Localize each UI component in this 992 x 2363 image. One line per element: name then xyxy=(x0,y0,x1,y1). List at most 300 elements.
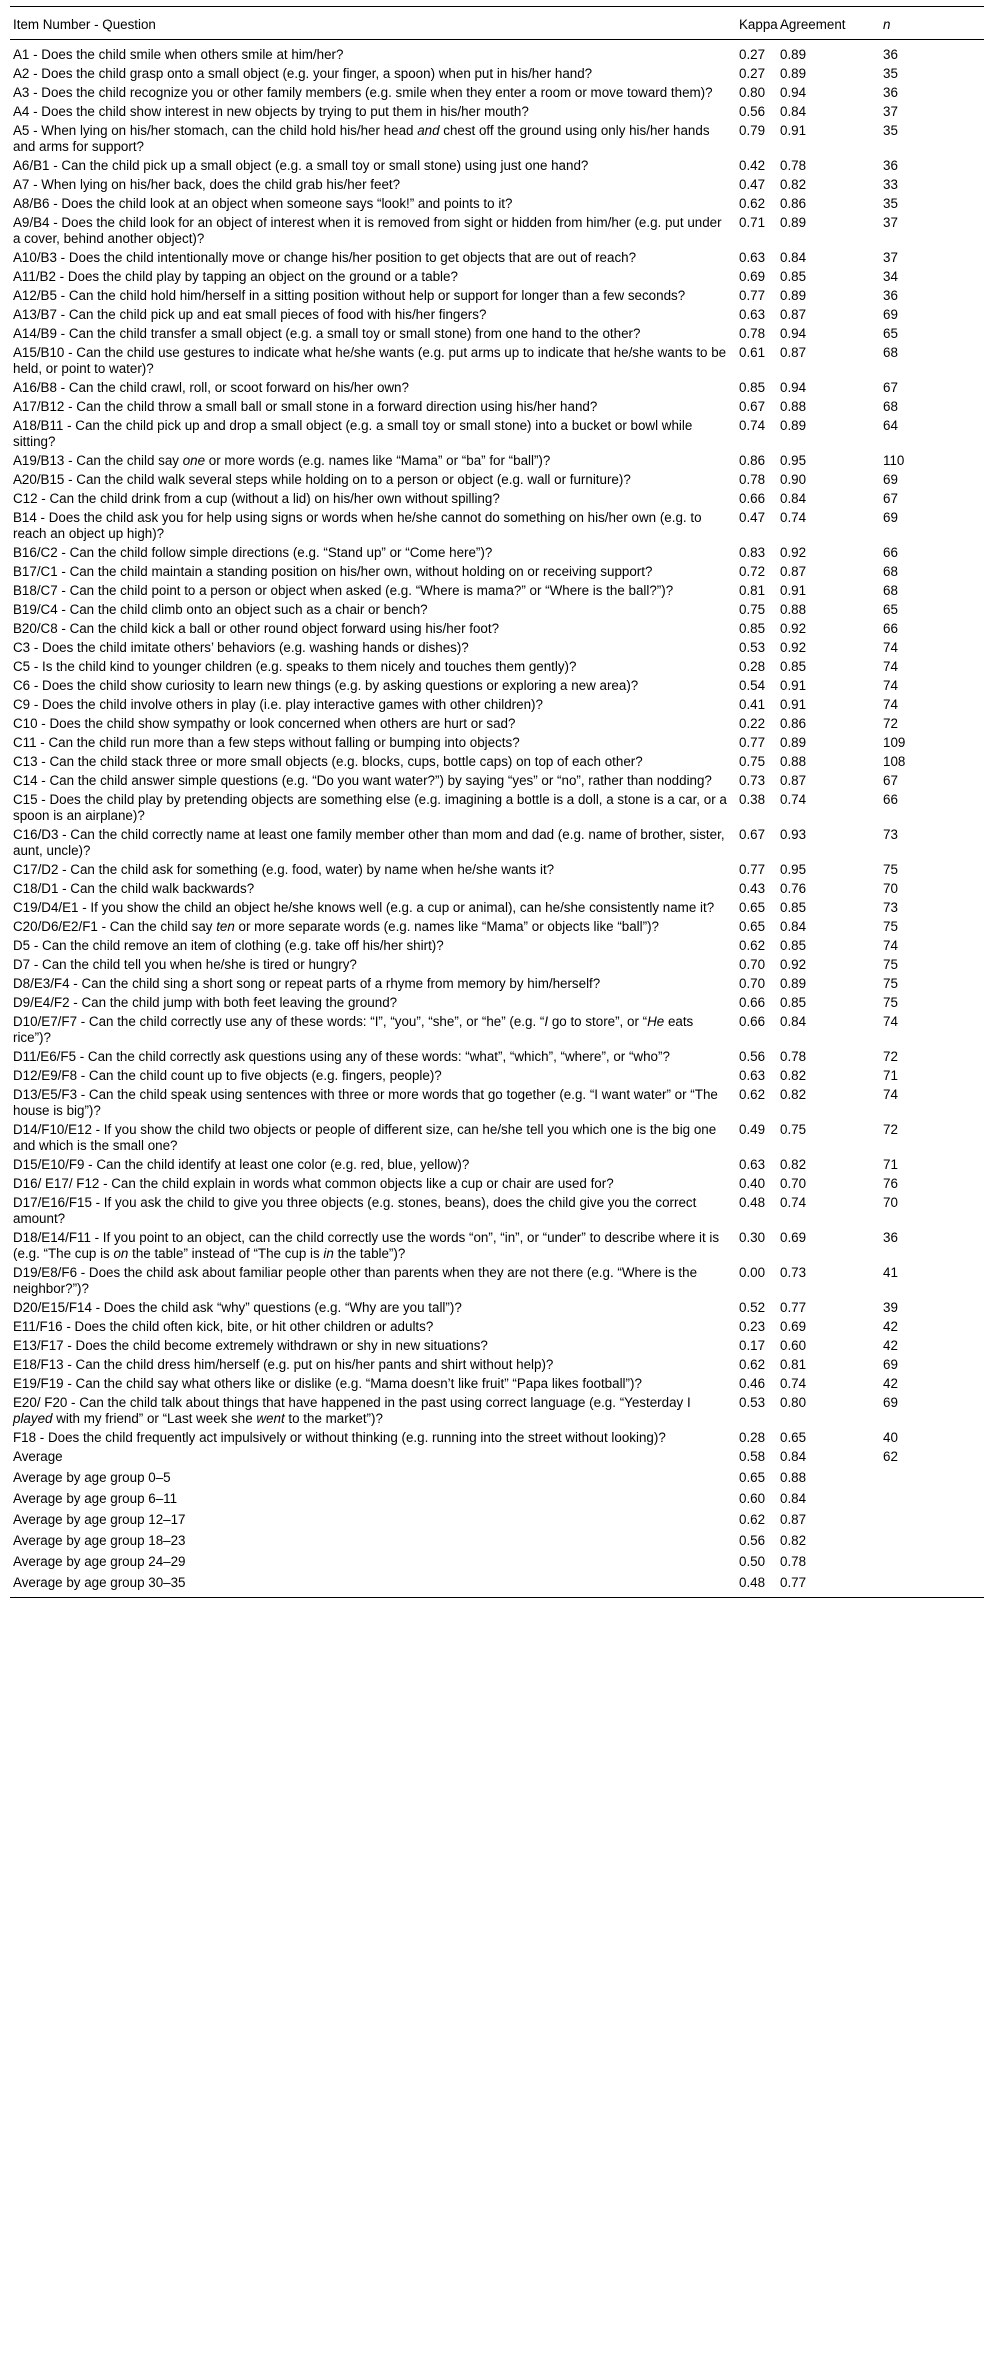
n-cell: 67 xyxy=(883,491,898,506)
kappa-cell: 0.56 xyxy=(739,1049,766,1064)
table-row xyxy=(10,158,984,177)
n-cell: 74 xyxy=(883,1087,898,1102)
kappa-cell: 0.63 xyxy=(739,307,766,322)
question-cell: D5 - Can the child remove an item of clothing (e.g. take off his/her shirt)? xyxy=(13,938,444,953)
n-cell: 42 xyxy=(883,1319,898,1334)
header-n: n xyxy=(880,7,984,40)
agreement-cell: 0.89 xyxy=(780,735,807,750)
n-cell: 67 xyxy=(883,773,898,788)
question-cell: B16/C2 - Can the child follow simple directions (e.g. “Stand up” or “Come here”)? xyxy=(13,545,493,560)
n-cell: 70 xyxy=(883,881,898,896)
question-cell: Average by age group 12–17 xyxy=(13,1512,186,1527)
n-cell: 69 xyxy=(883,1357,898,1372)
table-row xyxy=(10,678,984,697)
kappa-cell: 0.69 xyxy=(739,269,766,284)
question-cell: A5 - When lying on his/her stomach, can the child hold his/her head and chest off the ground using only his/her hands and arms for support? xyxy=(13,123,710,154)
kappa-cell: 0.27 xyxy=(739,47,766,62)
header-agreement: Agreement xyxy=(777,7,880,40)
table-row xyxy=(10,269,984,288)
agreement-cell: 0.94 xyxy=(780,85,807,100)
question-cell: D8/E3/F4 - Can the child sing a short song or repeat parts of a rhyme from memory by him/herself? xyxy=(13,976,601,991)
kappa-cell: 0.67 xyxy=(739,399,766,414)
agreement-cell: 0.89 xyxy=(780,66,807,81)
table-row xyxy=(10,510,984,545)
question-cell: A19/B13 - Can the child say one or more words (e.g. names like “Mama” or “ba” for “ball”)? xyxy=(13,453,551,468)
kappa-cell: 0.53 xyxy=(739,640,766,655)
kappa-cell: 0.47 xyxy=(739,177,766,192)
agreement-cell: 0.86 xyxy=(780,716,807,731)
agreement-cell: 0.94 xyxy=(780,326,807,341)
table-row xyxy=(10,1014,984,1049)
reliability-table xyxy=(10,6,984,1598)
agreement-cell: 0.85 xyxy=(780,900,807,915)
agreement-cell: 0.87 xyxy=(780,564,807,579)
kappa-cell: 0.72 xyxy=(739,564,766,579)
agreement-cell: 0.77 xyxy=(777,1575,880,1598)
table-row xyxy=(10,66,984,85)
agreement-cell: 0.95 xyxy=(780,453,807,468)
n-cell xyxy=(880,1470,984,1491)
table-row xyxy=(10,564,984,583)
n-cell: 65 xyxy=(883,326,898,341)
agreement-cell: 0.91 xyxy=(780,583,807,598)
question-cell: A14/B9 - Can the child transfer a small object (e.g. a small toy or small stone) from one hand to the other? xyxy=(13,326,641,341)
table-row xyxy=(10,602,984,621)
question-cell: A20/B15 - Can the child walk several steps while holding on to a person or object (e.g. wall or furniture)? xyxy=(13,472,631,487)
kappa-cell: 0.56 xyxy=(739,1533,766,1548)
n-cell: 65 xyxy=(883,602,898,617)
question-cell: C16/D3 - Can the child correctly name at least one family member other than mom and dad (e.g. name of brother, sister, aunt, uncle)? xyxy=(13,827,725,858)
question-cell: D11/E6/F5 - Can the child correctly ask questions using any of these words: “what”, “which”, “where”, or “who”? xyxy=(13,1049,670,1064)
table-row xyxy=(10,1049,984,1068)
kappa-cell: 0.75 xyxy=(739,754,766,769)
summary-row xyxy=(10,1575,984,1598)
question-cell: D12/E9/F8 - Can the child count up to five objects (e.g. fingers, people)? xyxy=(13,1068,442,1083)
question-cell: Average by age group 24–29 xyxy=(13,1554,186,1569)
agreement-cell: 0.81 xyxy=(780,1357,807,1372)
kappa-cell: 0.65 xyxy=(739,1470,766,1485)
kappa-cell: 0.73 xyxy=(739,773,766,788)
agreement-cell: 0.74 xyxy=(780,1195,807,1210)
agreement-cell: 0.82 xyxy=(780,1068,807,1083)
n-cell: 39 xyxy=(883,1300,898,1315)
table-row xyxy=(10,85,984,104)
n-cell: 62 xyxy=(883,1449,898,1464)
question-cell: A10/B3 - Does the child intentionally move or change his/her position to get objects that are out of reach? xyxy=(13,250,637,265)
question-cell: A1 - Does the child smile when others smile at him/her? xyxy=(13,47,344,62)
agreement-cell: 0.84 xyxy=(780,1449,807,1464)
n-cell: 74 xyxy=(883,640,898,655)
n-cell: 72 xyxy=(883,1049,898,1064)
table-row xyxy=(10,418,984,453)
table-row xyxy=(10,1176,984,1195)
agreement-cell: 0.85 xyxy=(780,938,807,953)
n-cell: 67 xyxy=(883,380,898,395)
kappa-cell: 0.50 xyxy=(739,1554,766,1569)
n-cell: 64 xyxy=(883,418,898,433)
question-cell: C5 - Is the child kind to younger children (e.g. speaks to them nicely and touches them gently)? xyxy=(13,659,577,674)
kappa-cell: 0.66 xyxy=(739,995,766,1010)
kappa-cell: 0.70 xyxy=(739,957,766,972)
kappa-cell: 0.54 xyxy=(739,678,766,693)
question-cell: Average xyxy=(13,1449,63,1464)
n-cell: 109 xyxy=(883,735,906,750)
n-cell xyxy=(880,1575,984,1598)
n-cell: 66 xyxy=(883,621,898,636)
table-row xyxy=(10,957,984,976)
agreement-cell: 0.77 xyxy=(780,1300,807,1315)
n-cell: 68 xyxy=(883,583,898,598)
n-cell: 40 xyxy=(883,1430,898,1445)
question-cell: Average by age group 18–23 xyxy=(13,1533,186,1548)
table-row xyxy=(10,545,984,564)
table-row xyxy=(10,735,984,754)
n-cell: 75 xyxy=(883,957,898,972)
question-cell: A3 - Does the child recognize you or other family members (e.g. smile when they enter a room or move toward them)? xyxy=(13,85,713,100)
n-cell: 73 xyxy=(883,827,898,842)
agreement-cell: 0.85 xyxy=(780,269,807,284)
agreement-cell: 0.74 xyxy=(780,792,807,807)
agreement-cell: 0.87 xyxy=(780,1512,807,1527)
table-row xyxy=(10,177,984,196)
question-cell: D7 - Can the child tell you when he/she is tired or hungry? xyxy=(13,957,357,972)
kappa-cell: 0.81 xyxy=(739,583,766,598)
n-cell: 42 xyxy=(883,1338,898,1353)
table-row xyxy=(10,1122,984,1157)
n-cell: 69 xyxy=(883,472,898,487)
n-cell: 36 xyxy=(883,47,898,62)
kappa-cell: 0.66 xyxy=(739,1014,766,1029)
table-row xyxy=(10,250,984,269)
kappa-cell: 0.62 xyxy=(739,1357,766,1372)
table-row xyxy=(10,104,984,123)
agreement-cell: 0.89 xyxy=(780,215,807,230)
kappa-cell: 0.63 xyxy=(739,1068,766,1083)
kappa-cell: 0.74 xyxy=(739,418,766,433)
summary-row xyxy=(10,1533,984,1554)
question-cell: E19/F19 - Can the child say what others like or dislike (e.g. “Mama doesn’t like fruit” “Papa likes football”)? xyxy=(13,1376,642,1391)
question-cell: C19/D4/E1 - If you show the child an object he/she knows well (e.g. a cup or animal), can he/she consistently name it? xyxy=(13,900,715,915)
table-row xyxy=(10,1300,984,1319)
kappa-cell: 0.65 xyxy=(739,919,766,934)
n-cell: 108 xyxy=(883,754,906,769)
kappa-cell: 0.00 xyxy=(739,1265,766,1280)
kappa-cell: 0.85 xyxy=(739,621,766,636)
kappa-cell: 0.41 xyxy=(739,697,766,712)
table-row xyxy=(10,716,984,735)
n-cell xyxy=(880,1554,984,1575)
n-cell: 74 xyxy=(883,697,898,712)
n-cell: 75 xyxy=(883,862,898,877)
n-cell: 68 xyxy=(883,399,898,414)
table-row xyxy=(10,621,984,640)
summary-row xyxy=(10,1491,984,1512)
kappa-cell: 0.65 xyxy=(739,900,766,915)
kappa-cell: 0.78 xyxy=(739,472,766,487)
question-cell: C12 - Can the child drink from a cup (without a lid) on his/her own without spilling? xyxy=(13,491,500,506)
table-row xyxy=(10,472,984,491)
kappa-cell: 0.48 xyxy=(736,1575,777,1598)
agreement-cell: 0.85 xyxy=(780,995,807,1010)
kappa-cell: 0.71 xyxy=(739,215,766,230)
table-row xyxy=(10,326,984,345)
table-row xyxy=(10,1319,984,1338)
agreement-cell: 0.88 xyxy=(780,754,807,769)
table-body xyxy=(10,40,984,1598)
n-cell: 37 xyxy=(883,104,898,119)
kappa-cell: 0.60 xyxy=(739,1491,766,1506)
agreement-cell: 0.82 xyxy=(780,1157,807,1172)
table-row xyxy=(10,697,984,716)
n-cell: 35 xyxy=(883,66,898,81)
agreement-cell: 0.95 xyxy=(780,862,807,877)
table-row xyxy=(10,1430,984,1449)
question-cell: A7 - When lying on his/her back, does the child grab his/her feet? xyxy=(13,177,401,192)
table-row xyxy=(10,900,984,919)
n-cell: 36 xyxy=(883,288,898,303)
question-cell: A4 - Does the child show interest in new objects by trying to put them in his/her mouth? xyxy=(13,104,529,119)
kappa-cell: 0.78 xyxy=(739,326,766,341)
table-row xyxy=(10,307,984,326)
kappa-cell: 0.27 xyxy=(739,66,766,81)
question-cell: C17/D2 - Can the child ask for something (e.g. food, water) by name when he/she wants it? xyxy=(13,862,555,877)
agreement-cell: 0.84 xyxy=(780,104,807,119)
agreement-cell: 0.87 xyxy=(780,773,807,788)
table-row xyxy=(10,1395,984,1430)
table-row xyxy=(10,1195,984,1230)
summary-row xyxy=(10,1449,984,1470)
agreement-cell: 0.87 xyxy=(780,307,807,322)
question-cell: A9/B4 - Does the child look for an object of interest when it is removed from sight or hidden from him/her (e.g. put under a cover, behind another object)? xyxy=(13,215,722,246)
agreement-cell: 0.74 xyxy=(780,1376,807,1391)
question-cell: A18/B11 - Can the child pick up and drop a small object (e.g. a small toy or small stone) into a bucket or bowl while sitting? xyxy=(13,418,693,449)
question-cell: C14 - Can the child answer simple questions (e.g. “Do you want water?”) by saying “yes” or “no”, rather than nodding? xyxy=(13,773,712,788)
agreement-cell: 0.92 xyxy=(780,545,807,560)
question-cell: C20/D6/E2/F1 - Can the child say ten or more separate words (e.g. names like “Mama” or objects like “ball”)? xyxy=(13,919,659,934)
kappa-cell: 0.86 xyxy=(739,453,766,468)
n-cell xyxy=(880,1533,984,1554)
kappa-cell: 0.53 xyxy=(739,1395,766,1410)
n-cell: 66 xyxy=(883,545,898,560)
question-cell: B18/C7 - Can the child point to a person or object when asked (e.g. “Where is mama?” or “Where is the ball?”)? xyxy=(13,583,674,598)
table-row xyxy=(10,399,984,418)
table-row xyxy=(10,345,984,380)
agreement-cell: 0.89 xyxy=(780,976,807,991)
table-row xyxy=(10,491,984,510)
summary-row xyxy=(10,1512,984,1533)
table-row xyxy=(10,123,984,158)
n-cell: 41 xyxy=(883,1265,898,1280)
question-cell: C11 - Can the child run more than a few steps without falling or bumping into objects? xyxy=(13,735,520,750)
kappa-cell: 0.77 xyxy=(739,735,766,750)
kappa-cell: 0.17 xyxy=(739,1338,766,1353)
agreement-cell: 0.74 xyxy=(780,510,807,525)
n-cell: 74 xyxy=(883,938,898,953)
agreement-cell: 0.75 xyxy=(780,1122,807,1137)
kappa-cell: 0.38 xyxy=(739,792,766,807)
kappa-cell: 0.62 xyxy=(739,938,766,953)
agreement-cell: 0.89 xyxy=(780,47,807,62)
question-cell: C13 - Can the child stack three or more small objects (e.g. blocks, cups, bottle caps) on top of each other? xyxy=(13,754,643,769)
kappa-cell: 0.28 xyxy=(739,659,766,674)
table-row xyxy=(10,40,984,67)
question-cell: D13/E5/F3 - Can the child speak using sentences with three or more words that go together (e.g. “I want water” or “The house is big”)? xyxy=(13,1087,718,1118)
question-cell: A8/B6 - Does the child look at an object when someone says “look!” and points to it? xyxy=(13,196,513,211)
agreement-cell: 0.82 xyxy=(780,1087,807,1102)
agreement-cell: 0.82 xyxy=(780,177,807,192)
table-row xyxy=(10,881,984,900)
kappa-cell: 0.62 xyxy=(739,196,766,211)
agreement-cell: 0.88 xyxy=(780,602,807,617)
agreement-cell: 0.84 xyxy=(780,491,807,506)
table-row xyxy=(10,938,984,957)
kappa-cell: 0.85 xyxy=(739,380,766,395)
kappa-cell: 0.62 xyxy=(739,1512,766,1527)
kappa-cell: 0.46 xyxy=(739,1376,766,1391)
kappa-cell: 0.23 xyxy=(739,1319,766,1334)
agreement-cell: 0.60 xyxy=(780,1338,807,1353)
kappa-cell: 0.66 xyxy=(739,491,766,506)
kappa-cell: 0.63 xyxy=(739,1157,766,1172)
n-cell: 73 xyxy=(883,900,898,915)
agreement-cell: 0.87 xyxy=(780,345,807,360)
agreement-cell: 0.69 xyxy=(780,1319,807,1334)
agreement-cell: 0.86 xyxy=(780,196,807,211)
n-cell: 70 xyxy=(883,1195,898,1210)
n-cell: 33 xyxy=(883,177,898,192)
agreement-cell: 0.89 xyxy=(780,288,807,303)
table-row xyxy=(10,453,984,472)
agreement-cell: 0.78 xyxy=(780,1049,807,1064)
question-cell: C18/D1 - Can the child walk backwards? xyxy=(13,881,255,896)
question-cell: D9/E4/F2 - Can the child jump with both feet leaving the ground? xyxy=(13,995,398,1010)
n-cell xyxy=(880,1512,984,1533)
kappa-cell: 0.61 xyxy=(739,345,766,360)
kappa-cell: 0.48 xyxy=(739,1195,766,1210)
n-cell: 36 xyxy=(883,158,898,173)
agreement-cell: 0.92 xyxy=(780,621,807,636)
agreement-cell: 0.78 xyxy=(780,1554,807,1569)
n-cell: 71 xyxy=(883,1068,898,1083)
n-cell: 34 xyxy=(883,269,898,284)
n-cell: 37 xyxy=(883,250,898,265)
n-cell: 37 xyxy=(883,215,898,230)
n-cell xyxy=(880,1491,984,1512)
question-cell: A11/B2 - Does the child play by tapping an object on the ground or a table? xyxy=(13,269,458,284)
agreement-cell: 0.84 xyxy=(780,919,807,934)
question-cell: D18/E14/F11 - If you point to an object, can the child correctly use the words “on”, “in”, or “under” to describe where it is (e.g. “The cup is on the table” instead of “The cup is in the table”)? xyxy=(13,1230,720,1261)
kappa-cell: 0.40 xyxy=(739,1176,766,1191)
table-row xyxy=(10,995,984,1014)
agreement-cell: 0.88 xyxy=(780,1470,807,1485)
question-cell: Average by age group 0–5 xyxy=(13,1470,171,1485)
agreement-cell: 0.90 xyxy=(780,472,807,487)
summary-row xyxy=(10,1554,984,1575)
n-cell: 42 xyxy=(883,1376,898,1391)
agreement-cell: 0.76 xyxy=(780,881,807,896)
n-cell: 75 xyxy=(883,995,898,1010)
agreement-cell: 0.91 xyxy=(780,123,807,138)
n-cell: 71 xyxy=(883,1157,898,1172)
agreement-cell: 0.91 xyxy=(780,697,807,712)
summary-row xyxy=(10,1470,984,1491)
agreement-cell: 0.92 xyxy=(780,957,807,972)
table-row xyxy=(10,196,984,215)
n-cell: 36 xyxy=(883,85,898,100)
n-cell: 72 xyxy=(883,1122,898,1137)
n-cell: 35 xyxy=(883,123,898,138)
n-cell: 74 xyxy=(883,659,898,674)
agreement-cell: 0.89 xyxy=(780,418,807,433)
n-cell: 74 xyxy=(883,678,898,693)
question-cell: D15/E10/F9 - Can the child identify at least one color (e.g. red, blue, yellow)? xyxy=(13,1157,470,1172)
kappa-cell: 0.28 xyxy=(739,1430,766,1445)
agreement-cell: 0.88 xyxy=(780,399,807,414)
table-row xyxy=(10,976,984,995)
question-cell: C15 - Does the child play by pretending objects are something else (e.g. imagining a bottle is a doll, a stone is a car, or a spoon is an airplane)? xyxy=(13,792,727,823)
agreement-cell: 0.92 xyxy=(780,640,807,655)
table-row xyxy=(10,754,984,773)
agreement-cell: 0.73 xyxy=(780,1265,807,1280)
question-cell: E20/ F20 - Can the child talk about things that have happened in the past using correct language (e.g. “Yesterday I played with my friend” or “Last week she went to the market”)? xyxy=(13,1395,691,1426)
n-cell: 72 xyxy=(883,716,898,731)
question-cell: B20/C8 - Can the child kick a ball or other round object forward using his/her foot? xyxy=(13,621,500,636)
agreement-cell: 0.78 xyxy=(780,158,807,173)
agreement-cell: 0.65 xyxy=(780,1430,807,1445)
kappa-cell: 0.56 xyxy=(739,104,766,119)
table-row xyxy=(10,215,984,250)
table-row xyxy=(10,827,984,862)
question-cell: F18 - Does the child frequently act impulsively or without thinking (e.g. running into the street without looking)? xyxy=(13,1430,666,1445)
kappa-cell: 0.30 xyxy=(739,1230,766,1245)
n-cell: 110 xyxy=(883,453,905,468)
n-cell: 69 xyxy=(883,307,898,322)
agreement-cell: 0.80 xyxy=(780,1395,807,1410)
kappa-cell: 0.79 xyxy=(739,123,766,138)
kappa-cell: 0.77 xyxy=(739,288,766,303)
question-cell: A17/B12 - Can the child throw a small ball or small stone in a forward direction using his/her hand? xyxy=(13,399,598,414)
table-row xyxy=(10,1157,984,1176)
kappa-cell: 0.49 xyxy=(739,1122,766,1137)
kappa-cell: 0.63 xyxy=(739,250,766,265)
table-row xyxy=(10,583,984,602)
question-cell: D10/E7/F7 - Can the child correctly use any of these words: “I”, “you”, “she”, or “he” (e.g. “I go to store”, or “He eats rice”)? xyxy=(13,1014,694,1045)
agreement-cell: 0.70 xyxy=(780,1176,807,1191)
question-cell: D17/E16/F15 - If you ask the child to give you three objects (e.g. stones, beans), does the child give you the correct amount? xyxy=(13,1195,697,1226)
question-cell: D19/E8/F6 - Does the child ask about familiar people other than parents when they are not there (e.g. “Where is the neighbor?”)? xyxy=(13,1265,698,1296)
kappa-cell: 0.83 xyxy=(739,545,766,560)
kappa-cell: 0.80 xyxy=(739,85,766,100)
n-cell: 68 xyxy=(883,345,898,360)
table-row xyxy=(10,659,984,678)
n-cell: 36 xyxy=(883,1230,898,1245)
table-row xyxy=(10,919,984,938)
table-header-row xyxy=(10,7,984,40)
kappa-cell: 0.47 xyxy=(739,510,766,525)
table-row xyxy=(10,862,984,881)
agreement-cell: 0.82 xyxy=(780,1533,807,1548)
table-row xyxy=(10,1338,984,1357)
question-cell: E11/F16 - Does the child often kick, bite, or hit other children or adults? xyxy=(13,1319,434,1334)
question-cell: E13/F17 - Does the child become extremely withdrawn or shy in new situations? xyxy=(13,1338,488,1353)
table-row xyxy=(10,640,984,659)
table-row xyxy=(10,380,984,399)
agreement-cell: 0.84 xyxy=(780,1491,807,1506)
kappa-cell: 0.42 xyxy=(739,158,766,173)
kappa-cell: 0.62 xyxy=(739,1087,766,1102)
table-row xyxy=(10,1068,984,1087)
n-cell: 66 xyxy=(883,792,898,807)
